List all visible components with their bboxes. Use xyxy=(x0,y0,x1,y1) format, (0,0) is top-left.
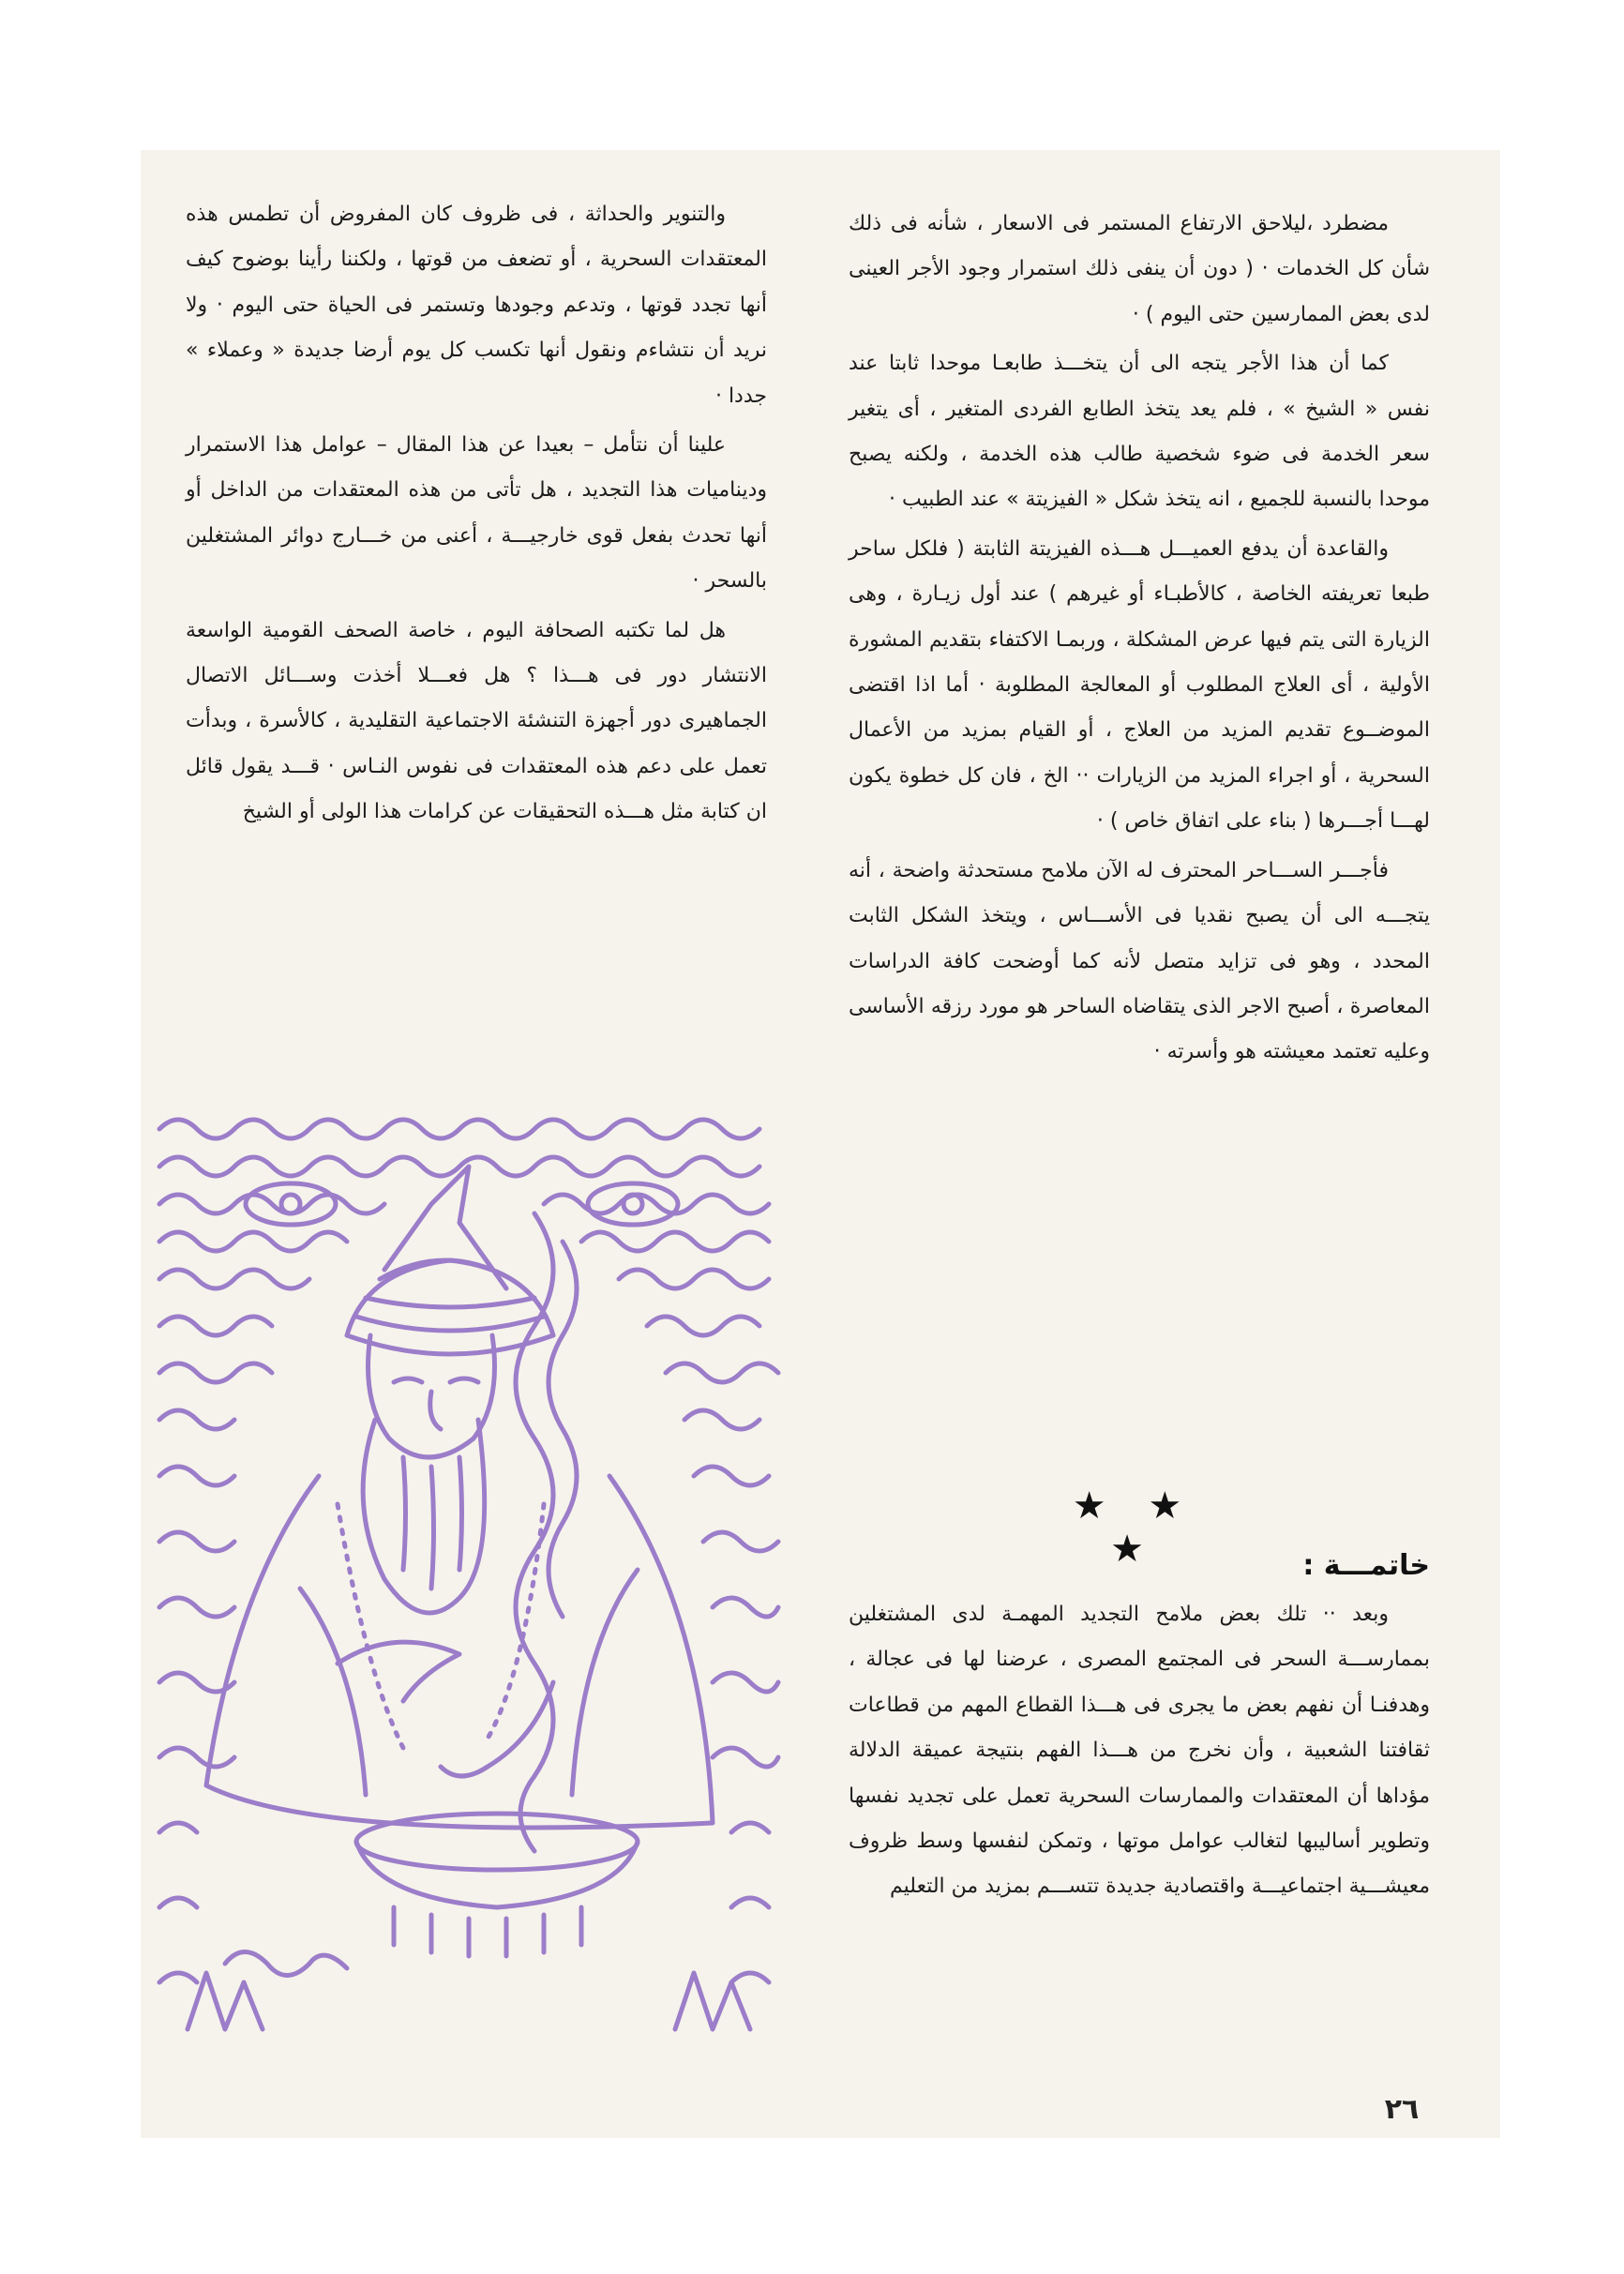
paragraph: والتنوير والحداثة ، فى ظروف كان المفروض أن تطمس هذه المعتقدات السحرية ، أو تضعف من قوتها ، ولكننا رأينا بوضوح كيف أنها تجدد قوتها ، وتدعم وجودها وتستمر فى الحياة حتى اليوم · ولا نريد أن نتشاءم ونقول أنها تكسب كل يوم أرضا جديدة « وعملاء » جددا · xyxy=(186,203,767,408)
sorcerer-illustration xyxy=(150,1101,797,2034)
paragraph: كما أن هذا الأجر يتجه الى أن يتخـــذ طابعـا موحدا ثابتا عند نفس « الشيخ » ، فلم يعد يتخذ الطابع الفردى المتغير ، أى يتغير سعر الخدمة فى ضوء شخصية طالب هذه الخدمة ، ولكنه يصبح موحدا بالنسبة للجميع ، انه يتخذ شكل « الفيزيتة » عند الطبيب · xyxy=(849,352,1430,512)
section-divider-stars: ★ ★ ★ xyxy=(1072,1484,1197,1571)
paragraph: والقاعدة أن يدفع العميـــل هـــذه الفيزيتة الثابتة ( فلكل ساحر طبعا تعريفته الخاصة ، كالأطبـاء أو غيرهم ) عند أول زيـارة ، وهى الزيارة التى يتم فيها عرض المشكلة ، وربمـا الاكتفاء بتقديم المشورة الأولية ، أى العلاج المطلوب أو المعالجة المطلوبة · أما اذا اقتضى الموضــوع تقديم المزيد من العلاج ، أو القيام بمزيد من الأعمال السحرية ، أو اجراء المزيد من الزيارات ·· الخ ، فان كل خطوة يكون لهـــا أجـــرها ( بناء على اتفاق خاص ) · xyxy=(849,536,1430,834)
paragraph: فأجـــر الســـاحر المحترف له الآن ملامح مستحدثة واضحة ، أنه يتجـــه الى أن يصبح نقديا فى الأســـاس ، ويتخذ الشكل الثابت المحدد ، وهو فى تزايد متصل لأنه كما أوضحت كافة الدراسات المعاصرة ، أصبح الاجر الذى يتقاضاه الساحر هو مورد رزقه الأساسى وعليه تعتمد معيشته هو وأسرته · xyxy=(849,858,1430,1064)
page-number: ٢٦ xyxy=(1384,2093,1420,2126)
paragraph: مضطرد ،ليلاحق الارتفاع المستمر فى الاسعار ، شأنه فى ذلك شأن كل الخدمات · ( دون أن ينفى ذلك استمرار وجود الأجر العينى لدى بعض الممارسين حتى اليوم ) · xyxy=(849,212,1430,326)
paragraph: علينا أن نتأمل – بعيدا عن هذا المقال – عوامل هذا الاستمرار وديناميات هذا التجديد ، هل تأتى من هذه المعتقدات من الداخل أو أنها تحدث بفعل قوى خارجيـــة ، أعنى من خـــارج دوائر المشتغلين بالسحر · xyxy=(186,433,767,594)
conclusion-text xyxy=(849,1592,1430,1914)
section-heading: خاتمـــة : xyxy=(1302,1549,1430,1582)
right-text-column xyxy=(849,202,1430,1079)
paragraph: وبعد ·· تلك بعض ملامح التجديد المهمـة لدى المشتغلين بممارســـة السحر فى المجتمع المصرى ، عرضنا لها فى عجالة ، وهدفنـا أن نفهم بعض ما يجرى فى هـــذا القطاع المهم من قطاعات ثقافتنا الشعبية ، وأن نخرج من هـــذا الفهم بنتيجة عميقة الدلالة مؤداها أن المعتقدات والممارسات السحرية تعمل على تجديد نفسها وتطوير أساليبها لتغالب عوامل موتها ، وتمكن لنفسها وسط ظروف معيشـــية اجتماعيـــة واقتصادية جديدة تتســـم بمزيد من التعليم xyxy=(849,1603,1430,1899)
paragraph: هل لما تكتبه الصحافة اليوم ، خاصة الصحف القومية الواسعة الانتشار دور فى هـــذا ؟ هل فعـــلا أخذت وســـائل الاتصال الجماهيرى دور أجهزة التنشئة الاجتماعية التقليدية ، كالأسرة ، وبدأت تعمل على دعم هذه المعتقدات فى نفوس النـاس · قـــد يقول قائل ان كتابة مثل هـــذه التحقيقات عن كرامات هذا الولى أو الشيخ xyxy=(186,618,767,824)
left-text-column xyxy=(186,192,767,839)
